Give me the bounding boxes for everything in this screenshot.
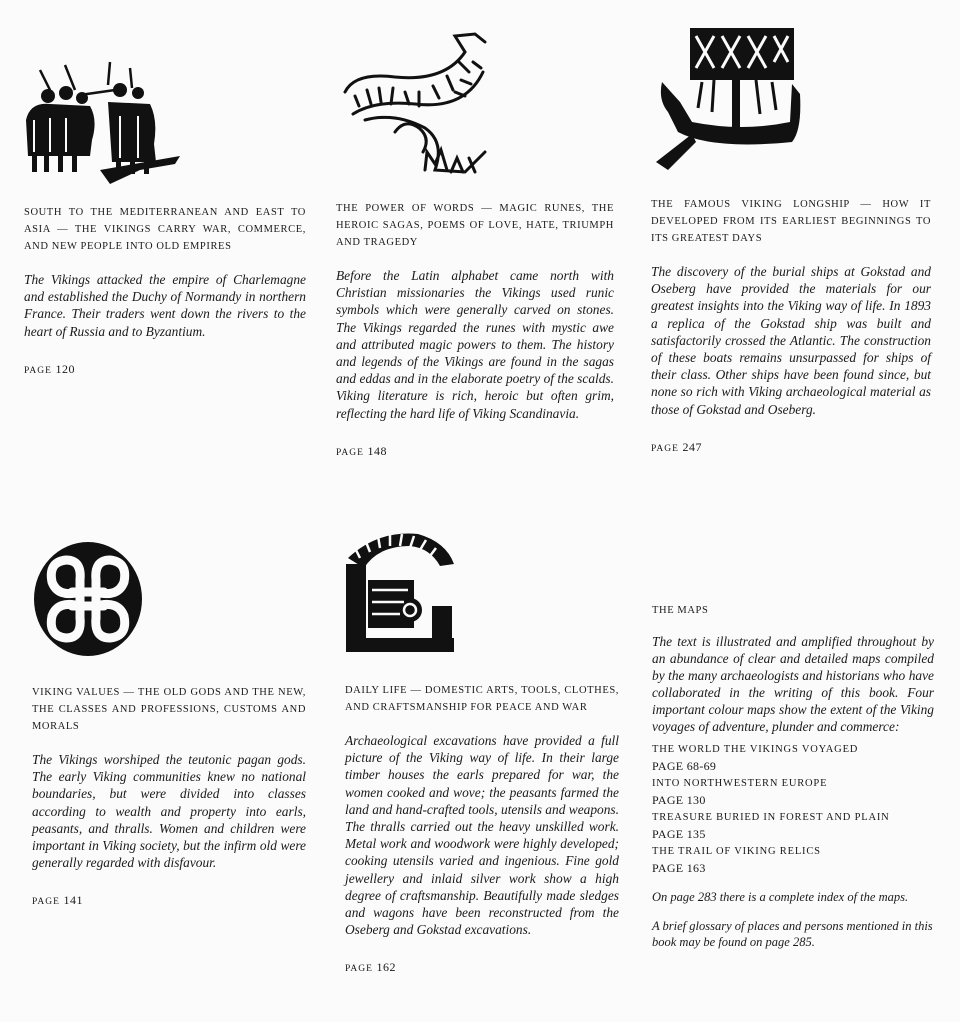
page-label: PAGE: [651, 443, 679, 454]
map-title: INTO NORTHWESTERN EUROPE: [652, 778, 828, 789]
section-viking-longship: [651, 196, 931, 455]
warriors-icon: [20, 60, 185, 188]
section-south-to-mediterranean: [24, 204, 306, 377]
page-number: 141: [63, 893, 83, 908]
maps-body: The text is illustrated and amplified throughout by an abundance of clear and detailed maps compiled by the many archaeologists and historians who have collaborated in the writing of this book. Four important colour maps show the extent of the Viking voyages of adventure, plunder and commerce:: [652, 634, 934, 734]
section-maps: [652, 602, 934, 951]
section-heading: DAILY LIFE — DOMESTIC ARTS, TOOLS, CLOTHES, AND CRAFTSMANSHIP FOR PEACE AND WAR: [345, 685, 619, 713]
page-reference: [336, 444, 614, 459]
page-label: PAGE: [336, 447, 364, 458]
map-page: PAGE 135: [652, 827, 706, 841]
page-label: PAGE: [32, 897, 60, 908]
map-title: THE TRAIL OF VIKING RELICS: [652, 846, 821, 857]
section-viking-values: [32, 684, 306, 908]
map-title: THE WORLD THE VIKINGS VOYAGED: [652, 744, 859, 755]
section-heading: THE POWER OF WORDS — MAGIC RUNES, THE HEROIC SAGAS, POEMS OF LOVE, HATE, TRIUMPH AND TRAGEDY: [336, 203, 614, 248]
house-icon: [338, 528, 460, 656]
section-daily-life: [345, 682, 619, 975]
map-title: TREASURE BURIED IN FOREST AND PLAIN: [652, 812, 890, 823]
longship-icon: [652, 22, 804, 174]
map-page: PAGE 163: [652, 861, 706, 875]
page-reference: [345, 960, 619, 975]
section-heading: THE FAMOUS VIKING LONGSHIP — HOW IT DEVELOPED FROM ITS EARLIEST BEGINNINGS TO ITS GREATEST DAYS: [651, 199, 931, 244]
page-reference: [651, 440, 931, 455]
glossary-note: A brief glossary of places and persons mentioned in this book may be found on page 285.: [652, 918, 933, 949]
section-heading: SOUTH TO THE MEDITERRANEAN AND EAST TO ASIA — THE VIKINGS CARRY WAR, COMMERCE, AND NEW PEOPLE INTO OLD EMPIRES: [24, 207, 306, 252]
page-number: 162: [376, 960, 396, 975]
section-power-of-words: [336, 200, 614, 459]
map-page: PAGE 68-69: [652, 759, 717, 773]
page-label: PAGE: [24, 365, 52, 376]
section-body: The discovery of the burial ships at Gokstad and Oseberg have provided the materials for our greatest insights into the Viking way of life. In 1893 a replica of the Gokstad ship was built and satisfactorily crossed the Atlantic. The construction of these boats remains unsurpassed for ships of their class. Other ships have been found since, but none so rich with Viking archaeological material as those of Gokstad and Oseberg.: [651, 264, 931, 417]
maps-heading: THE MAPS: [652, 605, 709, 616]
page-number: 247: [682, 439, 702, 454]
page-reference: [32, 893, 306, 908]
section-body: Archaeological excavations have provided a full picture of the Viking way of life. In their large timber houses the earls prepared for war, the women cooked and wove; the peasants farmed the land and hand-crafted tools, utensils and weapons. The thralls carried out the heavy unskilled work. Metal work and woodwork were highly developed; cooking utensils varied and ingenious. Fine gold jewellery and inlaid silver work show a high degree of craftsmanship. Beautifully made sledges and wagons have been reconstructed from the Oseberg and Gokstad excavations.: [345, 733, 619, 938]
rune-serpent-icon: [335, 32, 495, 177]
section-body: Before the Latin alphabet came north with Christian missionaries the Vikings used runic symbols which were generally carved on stones. The Vikings regarded the runes with mystic awe and attributed magic powers to them. The history and legends of the Vikings are found in the sagas and eddas and in the elaborate poetry of the scalds. Viking literature is rich, heroic but often grim, reflecting the hard life of Viking Scandinavia.: [336, 268, 614, 421]
knot-emblem-icon: [32, 540, 144, 658]
maps-list: [652, 741, 934, 877]
index-note: On page 283 there is a complete index of the maps.: [652, 890, 909, 904]
page-number: 120: [55, 361, 75, 376]
section-body: The Vikings worshiped the teutonic pagan gods. The early Viking communities knew no national boundaries, but were divided into classes according to wealth and property into earls, peasants, and thralls. Women and children were important in Viking society, but the infirm old were generally regarded with disfavour.: [32, 752, 306, 871]
section-heading: VIKING VALUES — THE OLD GODS AND THE NEW, THE CLASSES AND PROFESSIONS, CUSTOMS AND MORALS: [32, 687, 306, 732]
page-label: PAGE: [345, 964, 373, 975]
page-number: 148: [367, 443, 387, 458]
page-reference: [24, 362, 306, 377]
map-page: PAGE 130: [652, 793, 706, 807]
section-body: The Vikings attacked the empire of Charlemagne and established the Duchy of Normandy in northern France. Their traders went down the rivers to the heart of Russia and to Byzantium.: [24, 272, 306, 339]
